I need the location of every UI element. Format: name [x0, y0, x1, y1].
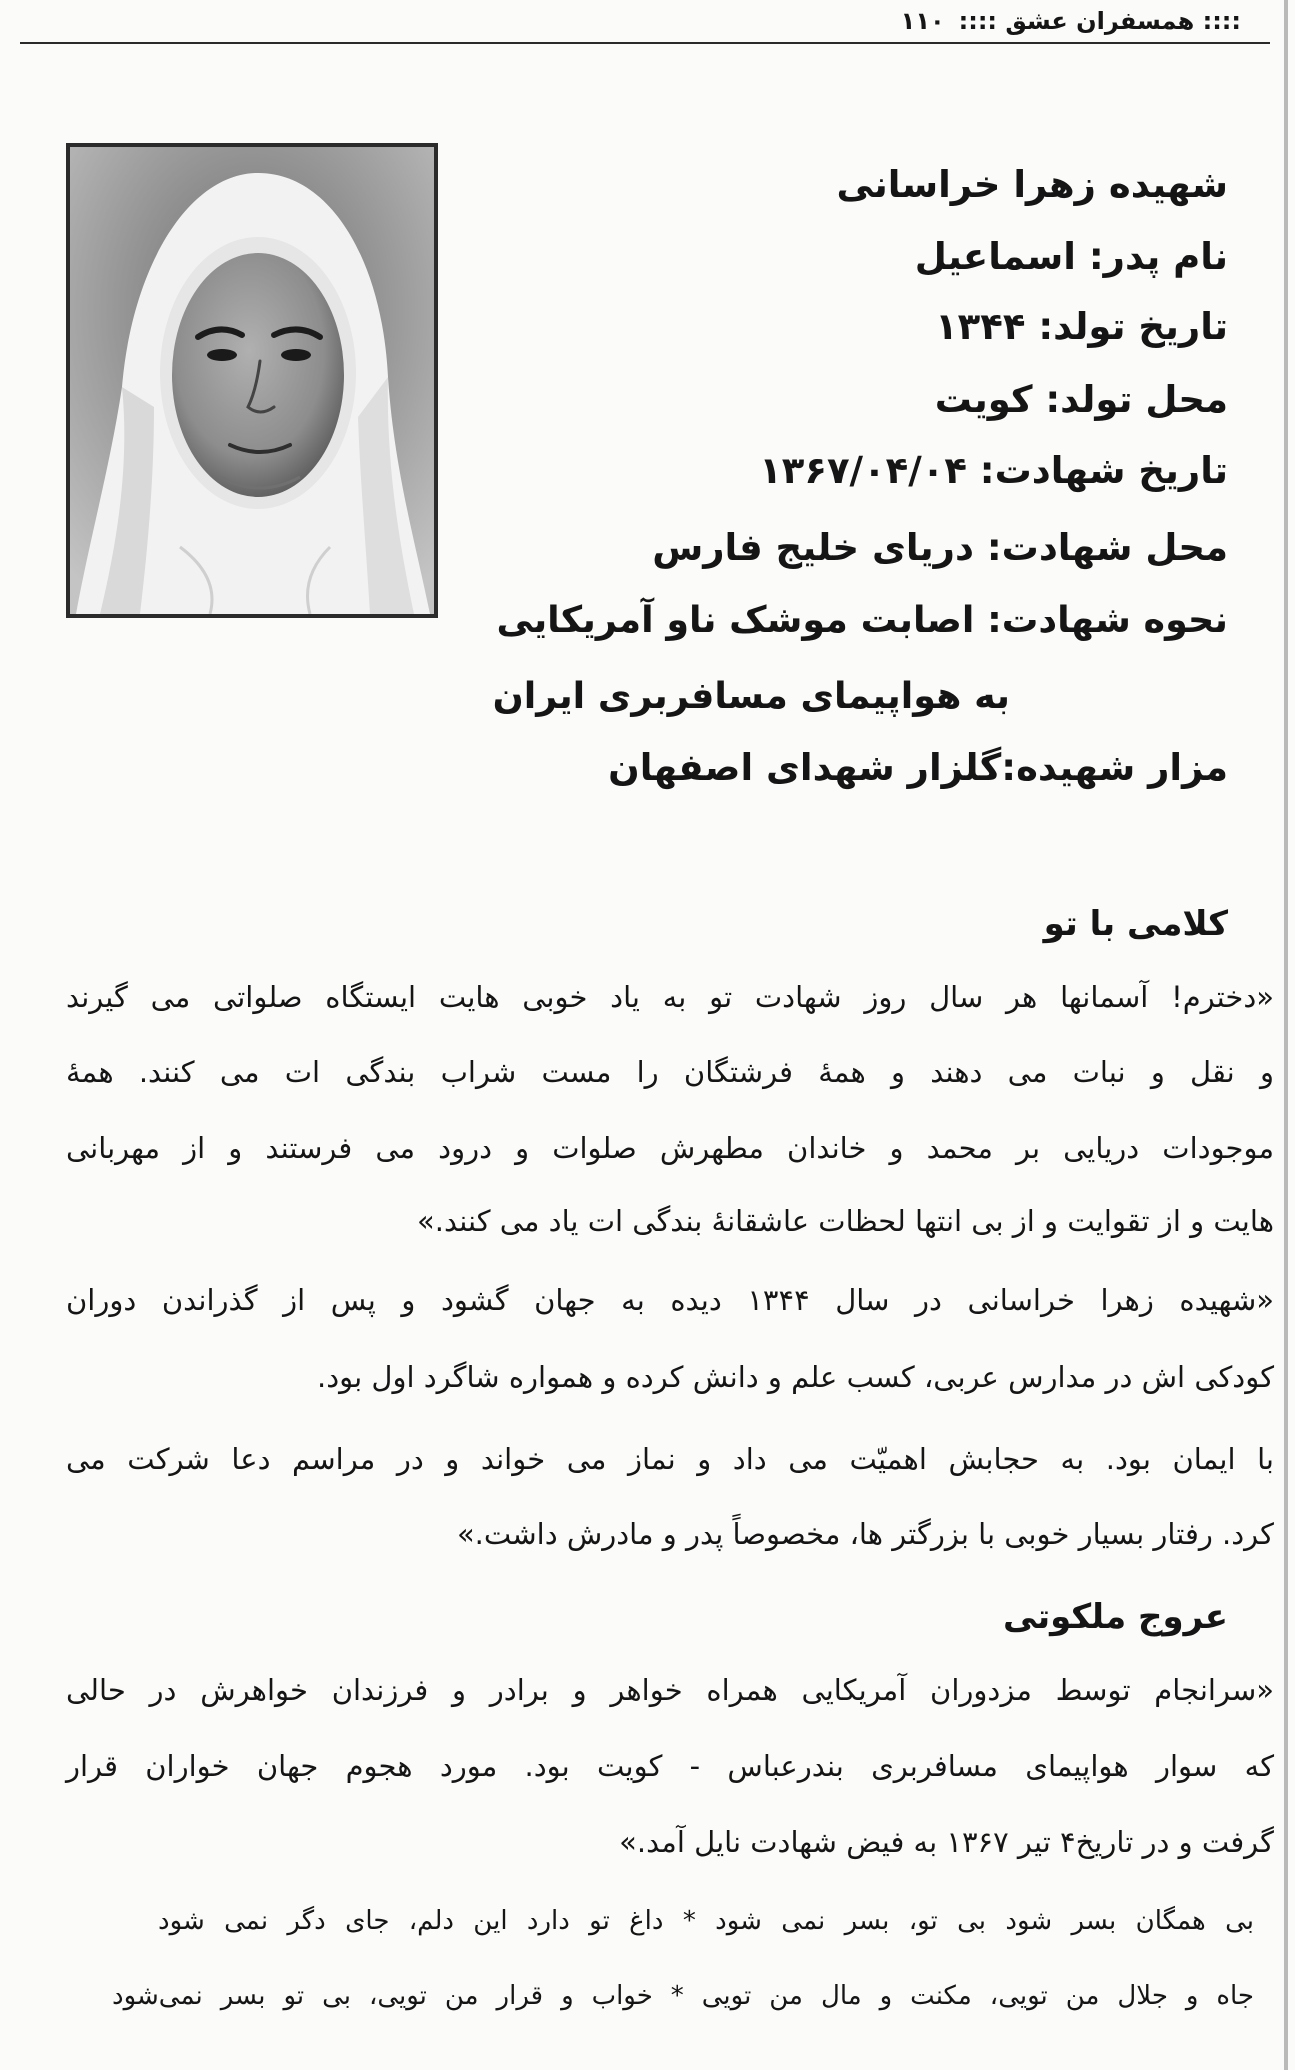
paragraph-line: با ایمان بود. به حجابش اهمیّت می داد و نماز می خواند و در مراسم دعا شرکت می [66, 1442, 1274, 1476]
burial-place-line: مزار شهیده:گلزار شهدای اصفهان [608, 746, 1228, 789]
martyrdom-place-line: محل شهادت: دریای خلیج فارس [652, 526, 1228, 569]
paragraph-line: و نقل و نبات می دهند و همهٔ فرشتگان را مست شراب بندگی ات می کنند. همهٔ [66, 1055, 1274, 1089]
paragraph-line: موجودات دریایی بر محمد و خاندان مطهرش صلوات و درود می فرستند و از مهربانی [66, 1131, 1274, 1165]
paragraph-line: کرد. رفتار بسیار خوبی با بزرگتر ها، مخصوصاً پدر و مادرش داشت.» [456, 1517, 1274, 1551]
running-header [901, 4, 1241, 38]
paragraph-line: هایت و از تقوایت و از بی انتها لحظات عاشقانهٔ بندگی ات یاد می کنند.» [417, 1204, 1274, 1238]
section-heading: عروج ملکوتی [1002, 1597, 1228, 1637]
running-title: :::: همسفران عشق :::: [958, 7, 1241, 35]
martyrdom-date-line: تاریخ شهادت: ۱۳۶۷/۰۴/۰۴ [759, 449, 1228, 492]
birth-date-line: تاریخ تولد: ۱۳۴۴ [935, 305, 1228, 348]
martyr-name: شهیده زهرا خراسانی [836, 163, 1228, 206]
paragraph-line: که سوار هواپیمای مسافربری بندرعباس - کویت بود. مورد هجوم جهان خواران قرار [66, 1749, 1274, 1783]
birth-place-line: محل تولد: کویت [934, 378, 1228, 421]
father-name-line: نام پدر: اسماعیل [914, 235, 1228, 278]
header-rule [20, 42, 1270, 44]
portrait-image [70, 147, 434, 614]
section-heading: کلامی با تو [1043, 904, 1228, 944]
scan-edge [1284, 0, 1288, 2070]
poem-line: جاه و جلال من تویی، مکنت و مال من تویی * خواب و قرار من تویی، بی تو بسر نمی‌شود [112, 1981, 1254, 2011]
page-number: ۱۱۰ [900, 7, 945, 35]
paragraph-line: «سرانجام توسط مزدوران آمریکایی همراه خواهر و برادر و فرزندان خواهرش در حالی [66, 1673, 1274, 1707]
paragraph-line: «شهیده زهرا خراسانی در سال ۱۳۴۴ دیده به جهان گشود و پس از گذراندن دوران [66, 1283, 1274, 1317]
paragraph-line: گرفت و در تاریخ۴ تیر ۱۳۶۷ به فیض شهادت نایل آمد.» [619, 1825, 1274, 1859]
martyrdom-manner-line: نحوه شهادت: اصابت موشک ناو آمریکایی [496, 598, 1228, 641]
portrait-photo [66, 143, 438, 618]
paragraph-line: کودکی اش در مدارس عربی، کسب علم و دانش کرده و همواره شاگرد اول بود. [317, 1360, 1274, 1394]
paragraph-line: «دخترم! آسمانها هر سال روز شهادت تو به یاد خوبی هایت ایستگاه صلواتی می گیرند [66, 980, 1274, 1014]
martyrdom-manner-line-2: به هواپیمای مسافربری ایران [492, 674, 1010, 717]
poem-line: بی همگان بسر شود بی تو، بسر نمی شود * داغ تو دارد این دلم، جای دگر نمی شود [158, 1906, 1254, 1936]
